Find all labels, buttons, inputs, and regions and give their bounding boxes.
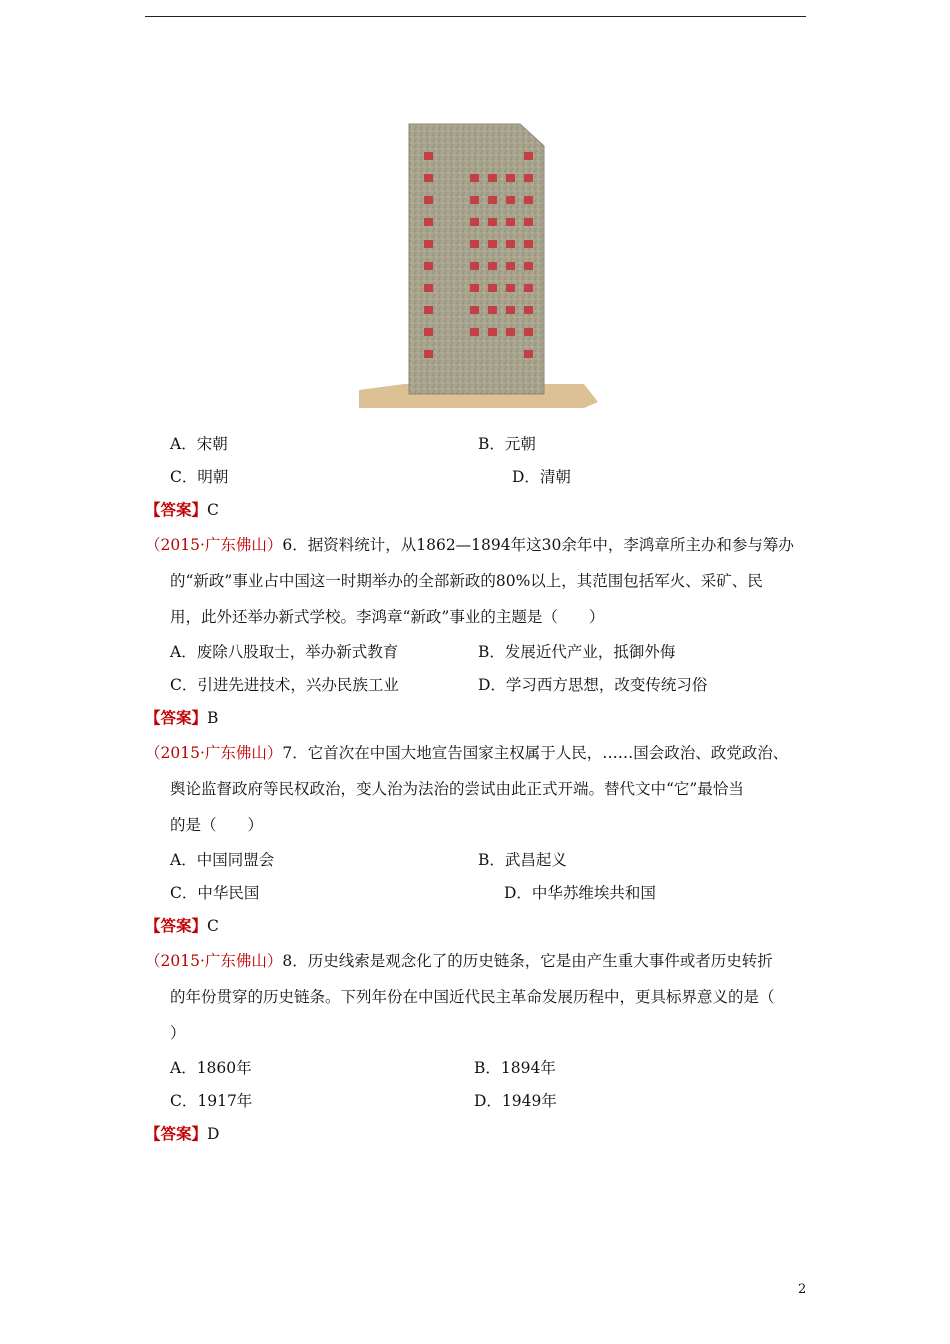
q6-answer bbox=[145, 708, 218, 728]
header-rule bbox=[145, 16, 806, 17]
q7-line-1 bbox=[145, 743, 788, 763]
q6-line-2: 的“新政”事业占中国这一时期举办的全部新政的80%以上，其范围包括军火、采矿、民 bbox=[170, 572, 763, 590]
q6-line-3: 用，此外还举办新式学校。李鸿章“新政”事业的主题是（ ） bbox=[170, 608, 605, 626]
q8-option-b: B．1894年 bbox=[474, 1059, 556, 1077]
answer-value: C bbox=[207, 917, 219, 935]
q6-option-b: B．发展近代产业，抵御外侮 bbox=[478, 643, 676, 661]
q6-line-1 bbox=[145, 535, 794, 555]
answer-value: C bbox=[207, 501, 219, 519]
q5-option-c: C．明朝 bbox=[170, 468, 229, 486]
q7-option-b: B．武昌起义 bbox=[478, 851, 567, 869]
q5-option-d: D．清朝 bbox=[512, 468, 571, 486]
answer-value: D bbox=[207, 1125, 220, 1143]
q8-answer bbox=[145, 1124, 219, 1144]
q7-line-2: 舆论监督政府等民权政治，变人治为法治的尝试由此正式开端。替代文中“它”最恰当 bbox=[170, 780, 744, 798]
question-text: 8．历史线索是观念化了的历史链条，它是由产生重大事件或者历史转折 bbox=[282, 952, 773, 970]
q6-option-d: D．学习西方思想，改变传统习俗 bbox=[478, 676, 708, 694]
answer-value: B bbox=[207, 709, 219, 727]
question-text: 6．据资料统计，从1862—1894年这30余年中，李鸿章所主办和参与筹办 bbox=[282, 536, 794, 554]
q5-option-a: A．宋朝 bbox=[170, 435, 228, 453]
q7-option-c: C．中华民国 bbox=[170, 884, 260, 902]
q6-option-c: C．引进先进技术，兴办民族工业 bbox=[170, 676, 399, 694]
q7-option-a: A．中国同盟会 bbox=[170, 851, 275, 869]
q7-answer bbox=[145, 916, 219, 936]
q5-answer bbox=[145, 500, 219, 520]
question-source: （2015·广东佛山） bbox=[145, 952, 283, 970]
question-source: （2015·广东佛山） bbox=[145, 744, 283, 762]
q8-option-a: A．1860年 bbox=[170, 1059, 252, 1077]
q8-line-3: ） bbox=[170, 1024, 186, 1042]
question-source: （2015·广东佛山） bbox=[145, 536, 283, 554]
q5-option-b: B．元朝 bbox=[478, 435, 536, 453]
q7-line-3: 的是（ ） bbox=[170, 816, 264, 834]
answer-label: 【答案】 bbox=[145, 1124, 208, 1143]
answer-label: 【答案】 bbox=[145, 708, 208, 727]
q8-line-2: 的年份贯穿的历史链条。下列年份在中国近代民主革命发展历程中，更具标界意义的是（ bbox=[170, 988, 775, 1006]
q8-option-c: C．1917年 bbox=[170, 1092, 253, 1110]
question-text: 7．它首次在中国大地宣告国家主权属于人民，……国会政治、政党政治、 bbox=[282, 744, 789, 762]
q7-option-d: D．中华苏维埃共和国 bbox=[504, 884, 656, 902]
q6-option-a: A．废除八股取士，举办新式教育 bbox=[170, 643, 399, 661]
q8-option-d: D．1949年 bbox=[474, 1092, 557, 1110]
q8-line-1 bbox=[145, 951, 773, 971]
answer-label: 【答案】 bbox=[145, 916, 208, 935]
answer-label: 【答案】 bbox=[145, 500, 208, 519]
stone-stele-image bbox=[354, 122, 600, 408]
page-number: 2 bbox=[798, 1282, 807, 1297]
